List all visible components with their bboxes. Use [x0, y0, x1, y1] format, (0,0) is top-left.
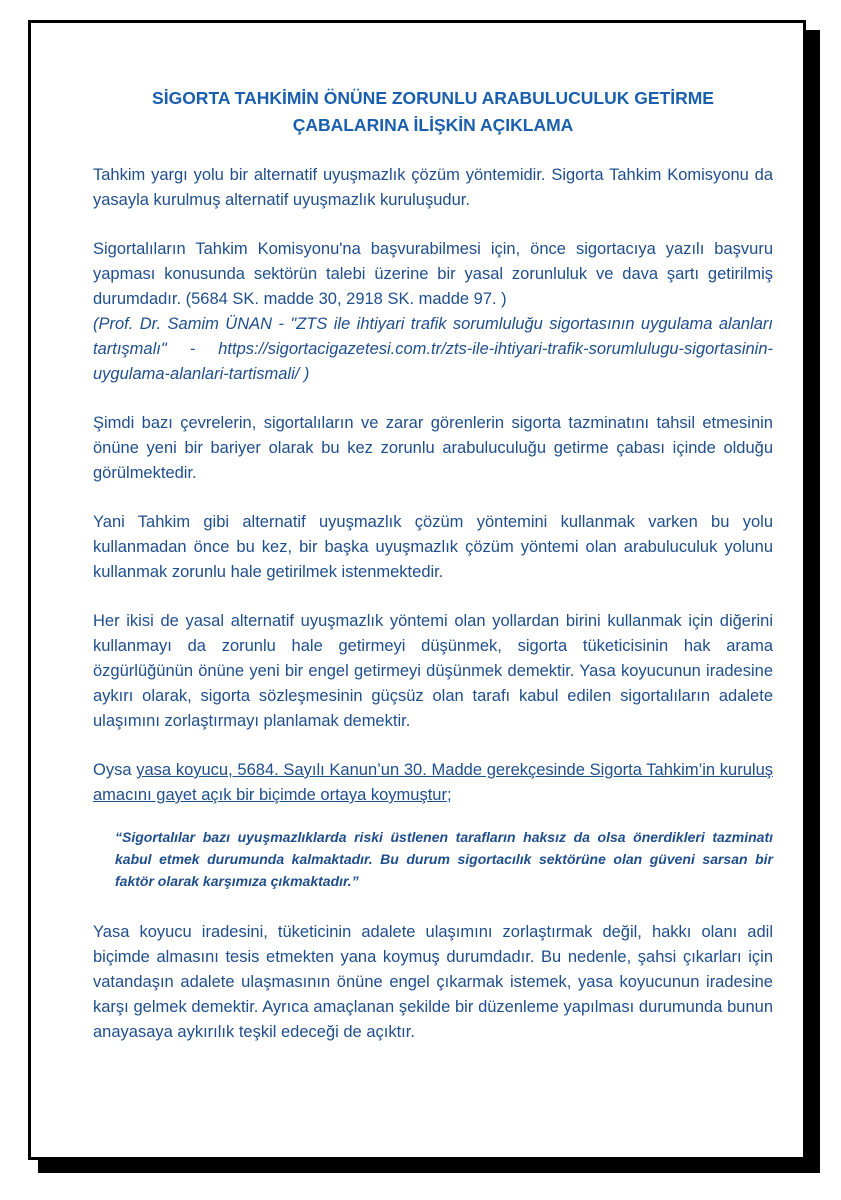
law-quote: “Sigortalılar bazı uyuşmazlıklarda riski üstlenen tarafların haksız da olsa önerdikleri tazminatı kabul etmek durumunda kalmaktadır. Bu durum sigortacılık sektörüne olan güveni sarsan bir faktör olarak karşımıza çıkmaktadır.”	[115, 829, 773, 889]
paragraph-6-tail: ;	[446, 786, 452, 804]
title-line-2: ÇABALARINA İLİŞKİN AÇIKLAMA	[292, 115, 574, 135]
paragraph-5: Her ikisi de yasal alternatif uyuşmazlık yöntemi olan yollardan birini kullanmak için diğerini kullanmayı da zorunlu hale getirmeyi düşünmek, sigorta tüketicisinin hak arama özgürlüğünün önüne yeni bir engel getirmeyi düşünmek demektir. Yasa koyucunun iradesine aykırı olarak, sigorta sözleşmesinin güçsüz olan tarafı kabul edilen sigortalıların adalete ulaşımını zorlaştırmayı planlamak demektir.	[93, 612, 773, 730]
paragraph-2-block	[93, 237, 773, 387]
paragraph-1: Tahkim yargı yolu bir alternatif uyuşmazlık çözüm yöntemidir. Sigorta Tahkim Komisyonu da yasayla kurulmuş alternatif uyuşmazlık kuruluşudur.	[93, 166, 773, 209]
paragraph-2: Sigortalıların Tahkim Komisyonu'na başvurabilmesi için, önce sigortacıya yazılı başvuru yapması konusunda sektörün talebi üzerine bir yasal zorunluluk ve dava şartı getirilmiş durumdadır. (5684 SK. madde 30, 2918 SK. madde 97. )	[93, 240, 773, 308]
paragraph-7: Yasa koyucu iradesini, tüketicinin adalete ulaşımını zorlaştırmak değil, hakkı olanı adil biçimde almasını tesis etmekten yana koymuş durumdadır. Bu nedenle, şahsi çıkarları için vatandaşın adalete ulaşmasının önüne engel çıkarmak istemek, yasa koyucunun iradesine karşı gelmek demektir. Ayrıca amaçlanan şekilde bir düzenleme yapılması durumunda bunun anayasaya aykırılık teşkil edeceği de açıktır.	[93, 923, 773, 1041]
paragraph-6-lead: Oysa	[93, 761, 137, 779]
title-line-1: SİGORTA TAHKİMİN ÖNÜNE ZORUNLU ARABULUCULUK GETİRME	[152, 88, 714, 108]
paragraph-4: Yani Tahkim gibi alternatif uyuşmazlık çözüm yöntemini kullanmak varken bu yolu kullanmadan önce bu kez, bir başka uyuşmazlık çözüm yöntemi olan arabuluculuk yolunu kullanmak zorunlu hale getirilmek istenmektedir.	[93, 513, 773, 581]
document-page	[28, 20, 806, 1160]
document-title	[93, 85, 773, 139]
paragraph-3: Şimdi bazı çevrelerin, sigortalıların ve zarar görenlerin sigorta tazminatını tahsil etmesinin önüne yeni bir bariyer olarak bu kez zorunlu arabuluculuğu getirme çabası içinde olduğu görülmektedir.	[93, 414, 773, 482]
paragraph-2-citation: (Prof. Dr. Samim ÜNAN - "ZTS ile ihtiyari trafik sorumluluğu sigortasının uygulama alanları tartışmalı" - https://sigortacigazetesi.com.tr/zts-ile-ihtiyari-trafik-sorumlulugu-sigortasinin-uygulama-alanlari-tartismali/ )	[93, 315, 773, 383]
paragraph-6	[93, 758, 773, 808]
document-content	[93, 85, 773, 1069]
paragraph-6-underlined: yasa koyucu, 5684. Sayılı Kanun’un 30. Madde gerekçesinde Sigorta Tahkim’in kuruluş amacını gayet açık bir biçimde ortaya koymuştur	[93, 761, 773, 804]
